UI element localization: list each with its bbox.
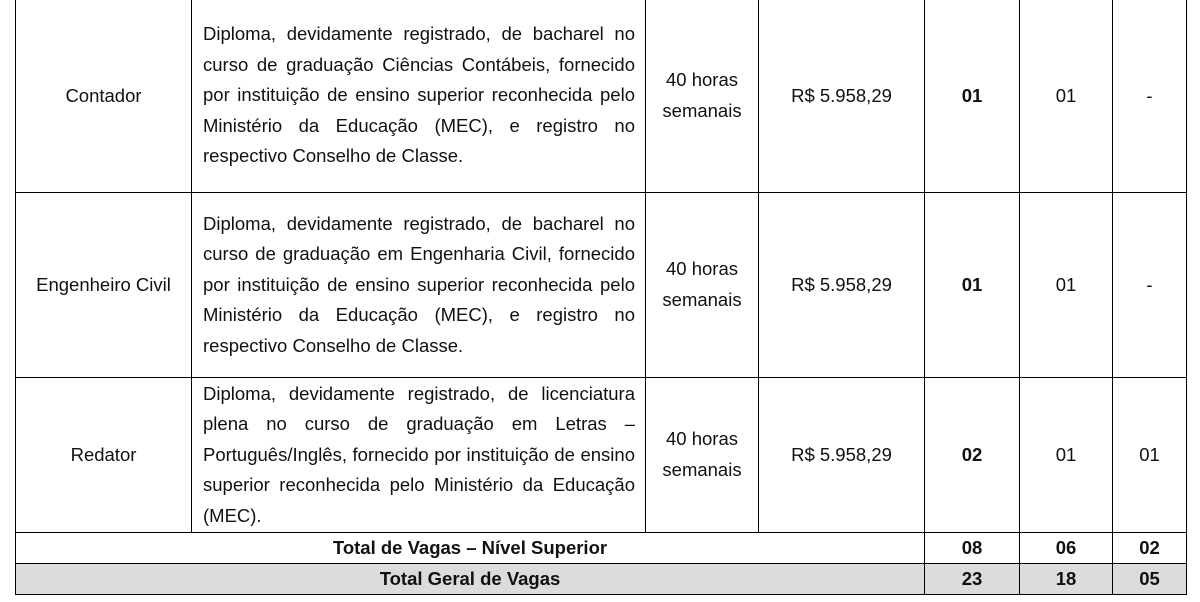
carga-horaria-cell: [646, 378, 759, 533]
salario-cell: R$ 5.958,29: [759, 0, 925, 193]
total-superior-vagas: 08: [925, 533, 1020, 564]
table-row: [16, 0, 1187, 193]
vagas-total-cell: 01: [925, 193, 1020, 378]
cargo-cell: Redator: [16, 378, 192, 533]
total-geral-ampla: 18: [1020, 564, 1113, 595]
carga-horaria-line1: 40 horas: [666, 258, 738, 280]
table-row: [16, 193, 1187, 378]
carga-horaria-line2: semanais: [662, 459, 742, 480]
vagas-especiais-cell: -: [1113, 193, 1187, 378]
salario-cell: R$ 5.958,29: [759, 378, 925, 533]
vagas-total-cell: 02: [925, 378, 1020, 533]
table-row: [16, 378, 1187, 533]
carga-horaria-line1: 40 horas: [666, 68, 738, 90]
total-geral-especiais: 05: [1113, 564, 1187, 595]
requisito-cell: Diploma, devidamente registrado, de bacharel no curso de graduação Ciências Contábeis, fornecido por instituição de ensino superior reconhecida pelo Ministério da Educação (MEC), e registro no respectivo Conselho de Classe.: [192, 0, 646, 193]
vagas-ampla-cell: 01: [1020, 193, 1113, 378]
carga-horaria-cell: [646, 0, 759, 193]
total-superior-ampla: 06: [1020, 533, 1113, 564]
carga-horaria-line1: 40 horas: [666, 428, 738, 450]
total-superior-label: Total de Vagas – Nível Superior: [16, 533, 925, 564]
vagas-especiais-cell: -: [1113, 0, 1187, 193]
requisito-cell: Diploma, devidamente registrado, de licenciatura plena no curso de graduação em Letras – Português/Inglês, fornecido por instituição de ensino superior reconhecida pelo Ministério da Educação (MEC).: [192, 378, 646, 533]
carga-horaria-line2: semanais: [662, 99, 742, 121]
total-geral-vagas: 23: [925, 564, 1020, 595]
salario-cell: R$ 5.958,29: [759, 193, 925, 378]
carga-horaria-line2: semanais: [662, 289, 742, 310]
total-geral-label: Total Geral de Vagas: [16, 564, 925, 595]
vagas-especiais-cell: 01: [1113, 378, 1187, 533]
total-superior-row: [16, 533, 1187, 564]
total-geral-row: [16, 564, 1187, 595]
vagas-ampla-cell: 01: [1020, 0, 1113, 193]
vagas-ampla-cell: 01: [1020, 378, 1113, 533]
vagas-table: [15, 0, 1187, 595]
cargo-cell: Contador: [16, 0, 192, 193]
requisito-cell: Diploma, devidamente registrado, de bacharel no curso de graduação em Engenharia Civil, fornecido por instituição de ensino superior reconhecida pelo Ministério da Educação (MEC), e registro no respectivo Conselho de Classe.: [192, 193, 646, 378]
cargo-cell: Engenheiro Civil: [16, 193, 192, 378]
total-superior-especiais: 02: [1113, 533, 1187, 564]
carga-horaria-cell: [646, 193, 759, 378]
vagas-total-cell: 01: [925, 0, 1020, 193]
